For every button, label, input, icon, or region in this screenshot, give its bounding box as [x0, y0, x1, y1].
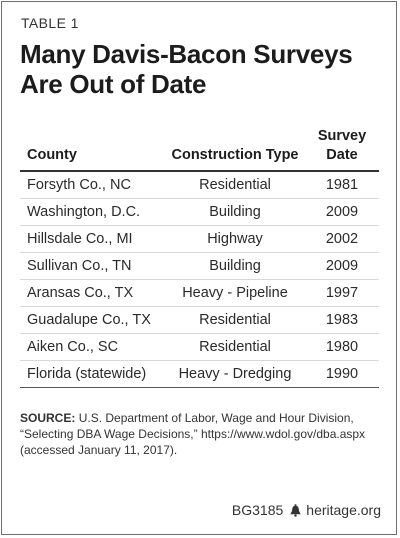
cell-type: Heavy - Dredging [165, 361, 305, 388]
cell-type: Residential [165, 334, 305, 361]
table-row [20, 171, 379, 199]
table-row [20, 280, 379, 307]
cell-date: 1997 [305, 280, 379, 307]
table-row [20, 253, 379, 280]
header-county: County [20, 127, 165, 171]
cell-date: 2002 [305, 226, 379, 253]
cell-date: 1990 [305, 361, 379, 388]
cell-county: Guadalupe Co., TX [20, 307, 165, 334]
cell-county: Washington, D.C. [20, 199, 165, 226]
header-survey-date-line-1: Survey [317, 128, 367, 144]
liberty-bell-icon [289, 504, 302, 517]
title-line-1: Many Davis-Bacon Surveys [20, 39, 353, 69]
cell-date: 1980 [305, 334, 379, 361]
header-row [20, 127, 379, 171]
cell-date: 1981 [305, 171, 379, 199]
source-note [20, 410, 382, 458]
footer-code: BG3185 [231, 502, 284, 518]
cell-type: Building [165, 199, 305, 226]
header-construction-type: Construction Type [165, 127, 305, 171]
title-line-2: Are Out of Date [20, 69, 207, 99]
header-survey-date-line-2: Date [326, 147, 358, 163]
cell-county: Aransas Co., TX [20, 280, 165, 307]
table-row [20, 307, 379, 334]
footer-site: heritage.org [306, 502, 381, 518]
cell-type: Residential [165, 307, 305, 334]
header-survey-date [305, 127, 379, 171]
footer-credit [232, 502, 381, 518]
cell-type: Building [165, 253, 305, 280]
cell-county: Aiken Co., SC [20, 334, 165, 361]
cell-type: Highway [165, 226, 305, 253]
survey-table [20, 127, 379, 388]
cell-date: 2009 [305, 253, 379, 280]
table-title [20, 39, 380, 99]
cell-county: Sullivan Co., TN [20, 253, 165, 280]
cell-county: Forsyth Co., NC [20, 171, 165, 199]
source-text: U.S. Department of Labor, Wage and Hour Division, “Selecting DBA Wage Decisions,” https://www.wdol.gov/dba.aspx (accessed January 11, 2017). [20, 411, 366, 457]
cell-type: Heavy - Pipeline [165, 280, 305, 307]
table-label: TABLE 1 [21, 15, 79, 31]
cell-county: Florida (statewide) [20, 361, 165, 388]
table-row [20, 199, 379, 226]
table-row [20, 226, 379, 253]
source-label: SOURCE: [20, 411, 76, 425]
cell-type: Residential [165, 171, 305, 199]
cell-county: Hillsdale Co., MI [20, 226, 165, 253]
cell-date: 1983 [305, 307, 379, 334]
cell-date: 2009 [305, 199, 379, 226]
table-row [20, 334, 379, 361]
table-row [20, 361, 379, 388]
